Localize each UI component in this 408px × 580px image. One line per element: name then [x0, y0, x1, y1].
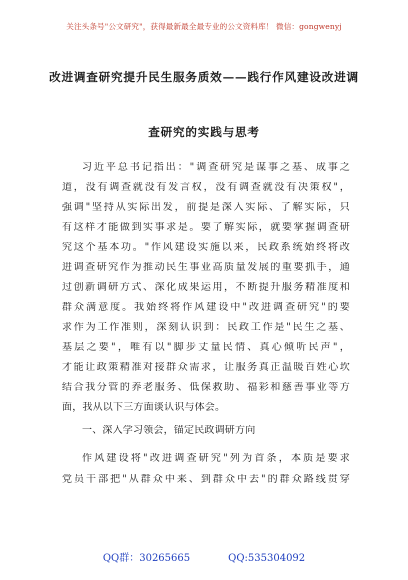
contact-footer: [0, 549, 408, 564]
document-title-line-2: 查研究的实践与思考: [148, 125, 260, 139]
qq-number-text: QQ:535304092: [228, 553, 306, 564]
body-line: 面，我从以下三方面谈认识与体会。: [62, 402, 226, 413]
document-title-line-1: 改进调查研究提升民生服务质效——践行作风建设改进调: [49, 70, 359, 84]
body-line: 道，没有调查就没有发言权，没有调查就没有决策权"，: [62, 182, 350, 193]
qq-group-text: QQ群：30265665: [102, 553, 191, 564]
body-line: 有这样才能做到实事求是。要了解实际，就要掌握调查研: [62, 222, 350, 233]
body-line: 群众满意度。我始终将作风建设中"改进调查研究"的要: [62, 302, 350, 313]
body-line: 过创新调研方式、深化成果运用，不断提升服务精准度和: [62, 282, 350, 293]
promo-banner: 关注头条号"公文研究"，获得最新最全最专业的公文资料库！ 微信：gongwenyj: [66, 22, 342, 31]
body-line: 作风建设将"改进调查研究"列为首条，本质是要求: [82, 453, 350, 464]
body-line: 习近平总书记指出："调查研究是谋事之基、成事之: [82, 162, 350, 173]
body-line: 进调查研究作为推动民生事业高质量发展的重要抓手，通: [62, 262, 350, 273]
body-line: 求作为工作准则，深刻认识到：民政工作是"民生之基、: [62, 322, 350, 333]
body-line: 党员干部把"从群众中来、到群众中去"的群众路线贯穿: [62, 474, 350, 485]
body-line: 结合我分管的养老服务、低保救助、福彩和慈善事业等方: [62, 382, 350, 393]
body-line: 强调"坚持从实际出发，前提是深入实际、了解实际，只: [62, 202, 350, 213]
body-line: 基层之要"，唯有以"脚步丈量民情、真心倾听民声"，: [62, 342, 350, 353]
body-line: 才能让政策精准对接群众需求，让服务真正温暖百姓心坎: [62, 362, 350, 373]
body-line: 究这个基本功。"作风建设实施以来，民政系统始终将改: [62, 242, 350, 253]
section-heading: 一、深入学习领会，锚定民政调研方向: [82, 425, 256, 436]
